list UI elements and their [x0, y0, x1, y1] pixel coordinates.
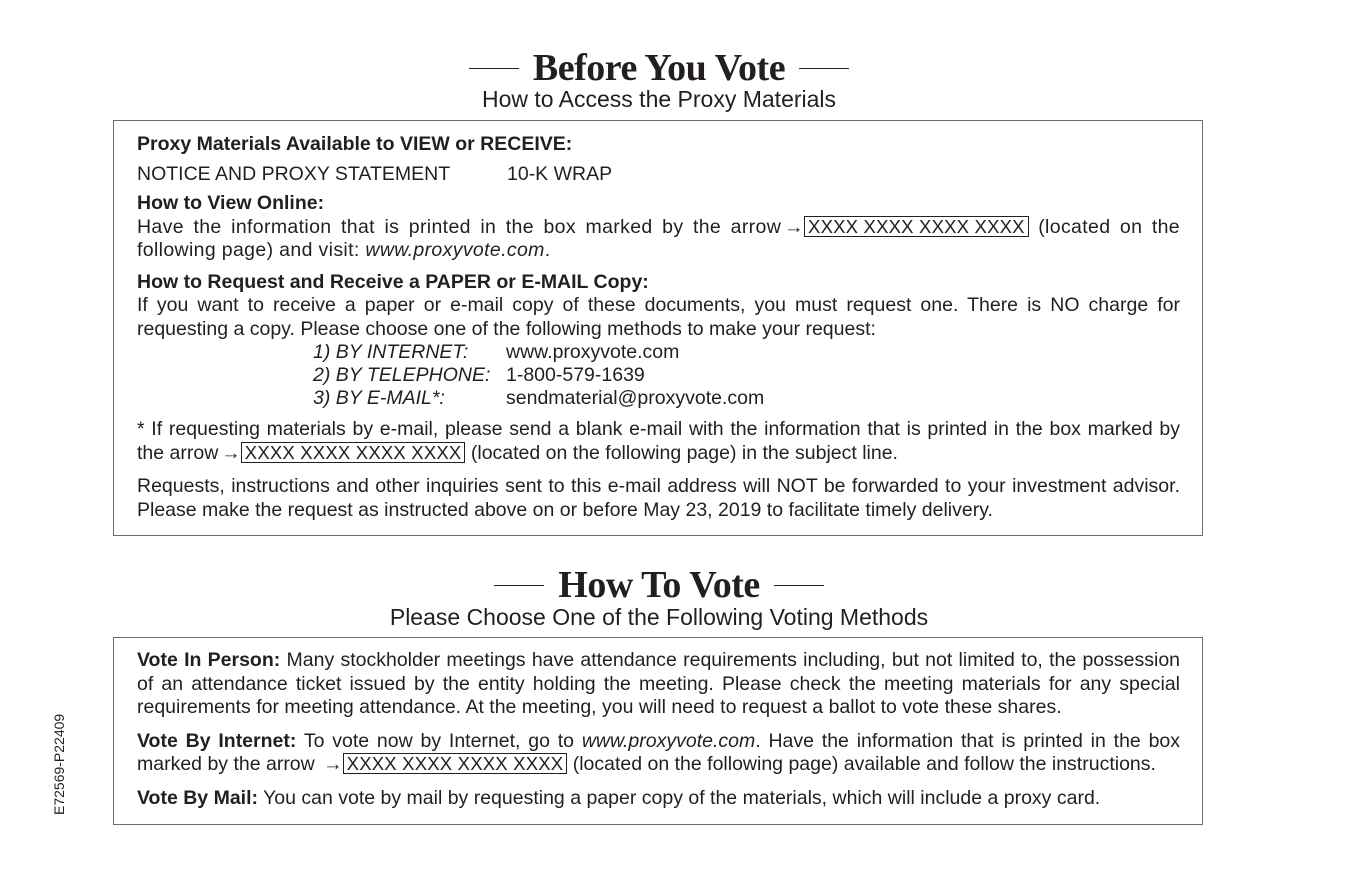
materials-list: [137, 163, 1180, 187]
vote-in-person-label: Vote In Person:: [137, 649, 281, 671]
vote-in-person: Vote In Person: Many stockholder meetings have attendance requirements including, but not limited to, the possession of an attendance ticket issued by the entity holding the meeting. Please check the meeting materials for any special requirements for meeting attendance. At the meeting, you will need to request a ballot to vote these shares.: [137, 649, 1181, 718]
materials-heading: Proxy Materials Available to VIEW or RECEIVE:: [137, 133, 573, 155]
method-email-value[interactable]: sendmaterial@proxyvote.com: [506, 387, 765, 409]
method-internet-value[interactable]: www.proxyvote.com: [506, 341, 680, 363]
arrow-icon: →: [784, 215, 805, 238]
method-email: 3) BY E-MAIL*: sendmaterial@proxyvote.com: [313, 387, 765, 409]
title-rule-right: [799, 68, 849, 69]
forwarding-disclaimer: Requests, instructions and other inquiries sent to this e-mail address will NOT be forwarded to your investment advisor. Please make the request as instructed above on or before May 23, 2019 to facilitate timely delivery.: [137, 475, 1180, 521]
vote-by-internet: Vote By Internet: To vote now by Internet, go to www.proxyvote.com. Have the information that is printed in the box marked by the arrow → XXXX XXXX XXXX XXXX (located on the following page) available and follow the instructions.: [137, 729, 1181, 775]
title-text: Before You Vote: [532, 47, 786, 89]
control-number-box: XXXX XXXX XXXX XXXX: [241, 442, 466, 463]
title-rule-left: [494, 585, 544, 586]
material-10k: 10-K WRAP: [507, 162, 613, 185]
request-methods-list: [313, 341, 1180, 410]
voting-methods-box: [113, 637, 1203, 825]
voting-methods-subtitle: Please Choose One of the Following Voting Methods: [389, 604, 929, 630]
how-to-vote-title: [0, 565, 1318, 605]
title-rule-left: [469, 68, 519, 69]
method-telephone: 2) BY TELEPHONE: 1-800-579-1639: [313, 364, 645, 386]
access-materials-subtitle: How to Access the Proxy Materials: [481, 86, 837, 112]
view-online-text: Have the information that is printed in the box marked by the arrow → XXXX XXXX XXXX XXXX (located on the following page) and visit: www.proxyvote.com.: [137, 215, 1181, 261]
title-rule-right: [774, 585, 824, 586]
control-number-box: XXXX XXXX XXXX XXXX: [804, 216, 1029, 237]
vote-by-mail-label: Vote By Mail:: [137, 786, 258, 809]
request-heading: How to Request and Receive a PAPER or E-MAIL Copy:: [137, 270, 649, 293]
vote-by-mail: Vote By Mail: You can vote by mail by requesting a paper copy of the materials, which will include a proxy card.: [137, 786, 1101, 809]
arrow-icon: →: [221, 441, 241, 464]
proxyvote-link[interactable]: www.proxyvote.com: [365, 239, 545, 261]
email-note: * If requesting materials by e-mail, please send a blank e-mail with the information that is printed in the box marked by the arrow → XXXX XXXX XXXX XXXX (located on the following page) in the subject line.: [137, 418, 1180, 464]
proxy-materials-box: [113, 120, 1203, 536]
request-text: If you want to receive a paper or e-mail copy of these documents, you must request one. There is NO charge for requesting a copy. Please choose one of the following methods to make your request:: [137, 294, 1180, 340]
method-telephone-value[interactable]: 1-800-579-1639: [506, 364, 645, 386]
before-you-vote-title: [0, 48, 1318, 88]
control-number-box: XXXX XXXX XXXX XXXX: [343, 753, 568, 774]
arrow-icon: →: [323, 753, 343, 775]
material-notice: NOTICE AND PROXY STATEMENT: [137, 162, 451, 185]
document-code: E72569-P22409: [51, 713, 67, 815]
view-online-heading: How to View Online:: [137, 192, 325, 214]
method-internet: 1) BY INTERNET: www.proxyvote.com: [313, 341, 680, 363]
proxyvote-link[interactable]: www.proxyvote.com: [581, 729, 756, 752]
vote-by-internet-label: Vote By Internet:: [137, 729, 297, 752]
title-text: How To Vote: [558, 564, 760, 606]
